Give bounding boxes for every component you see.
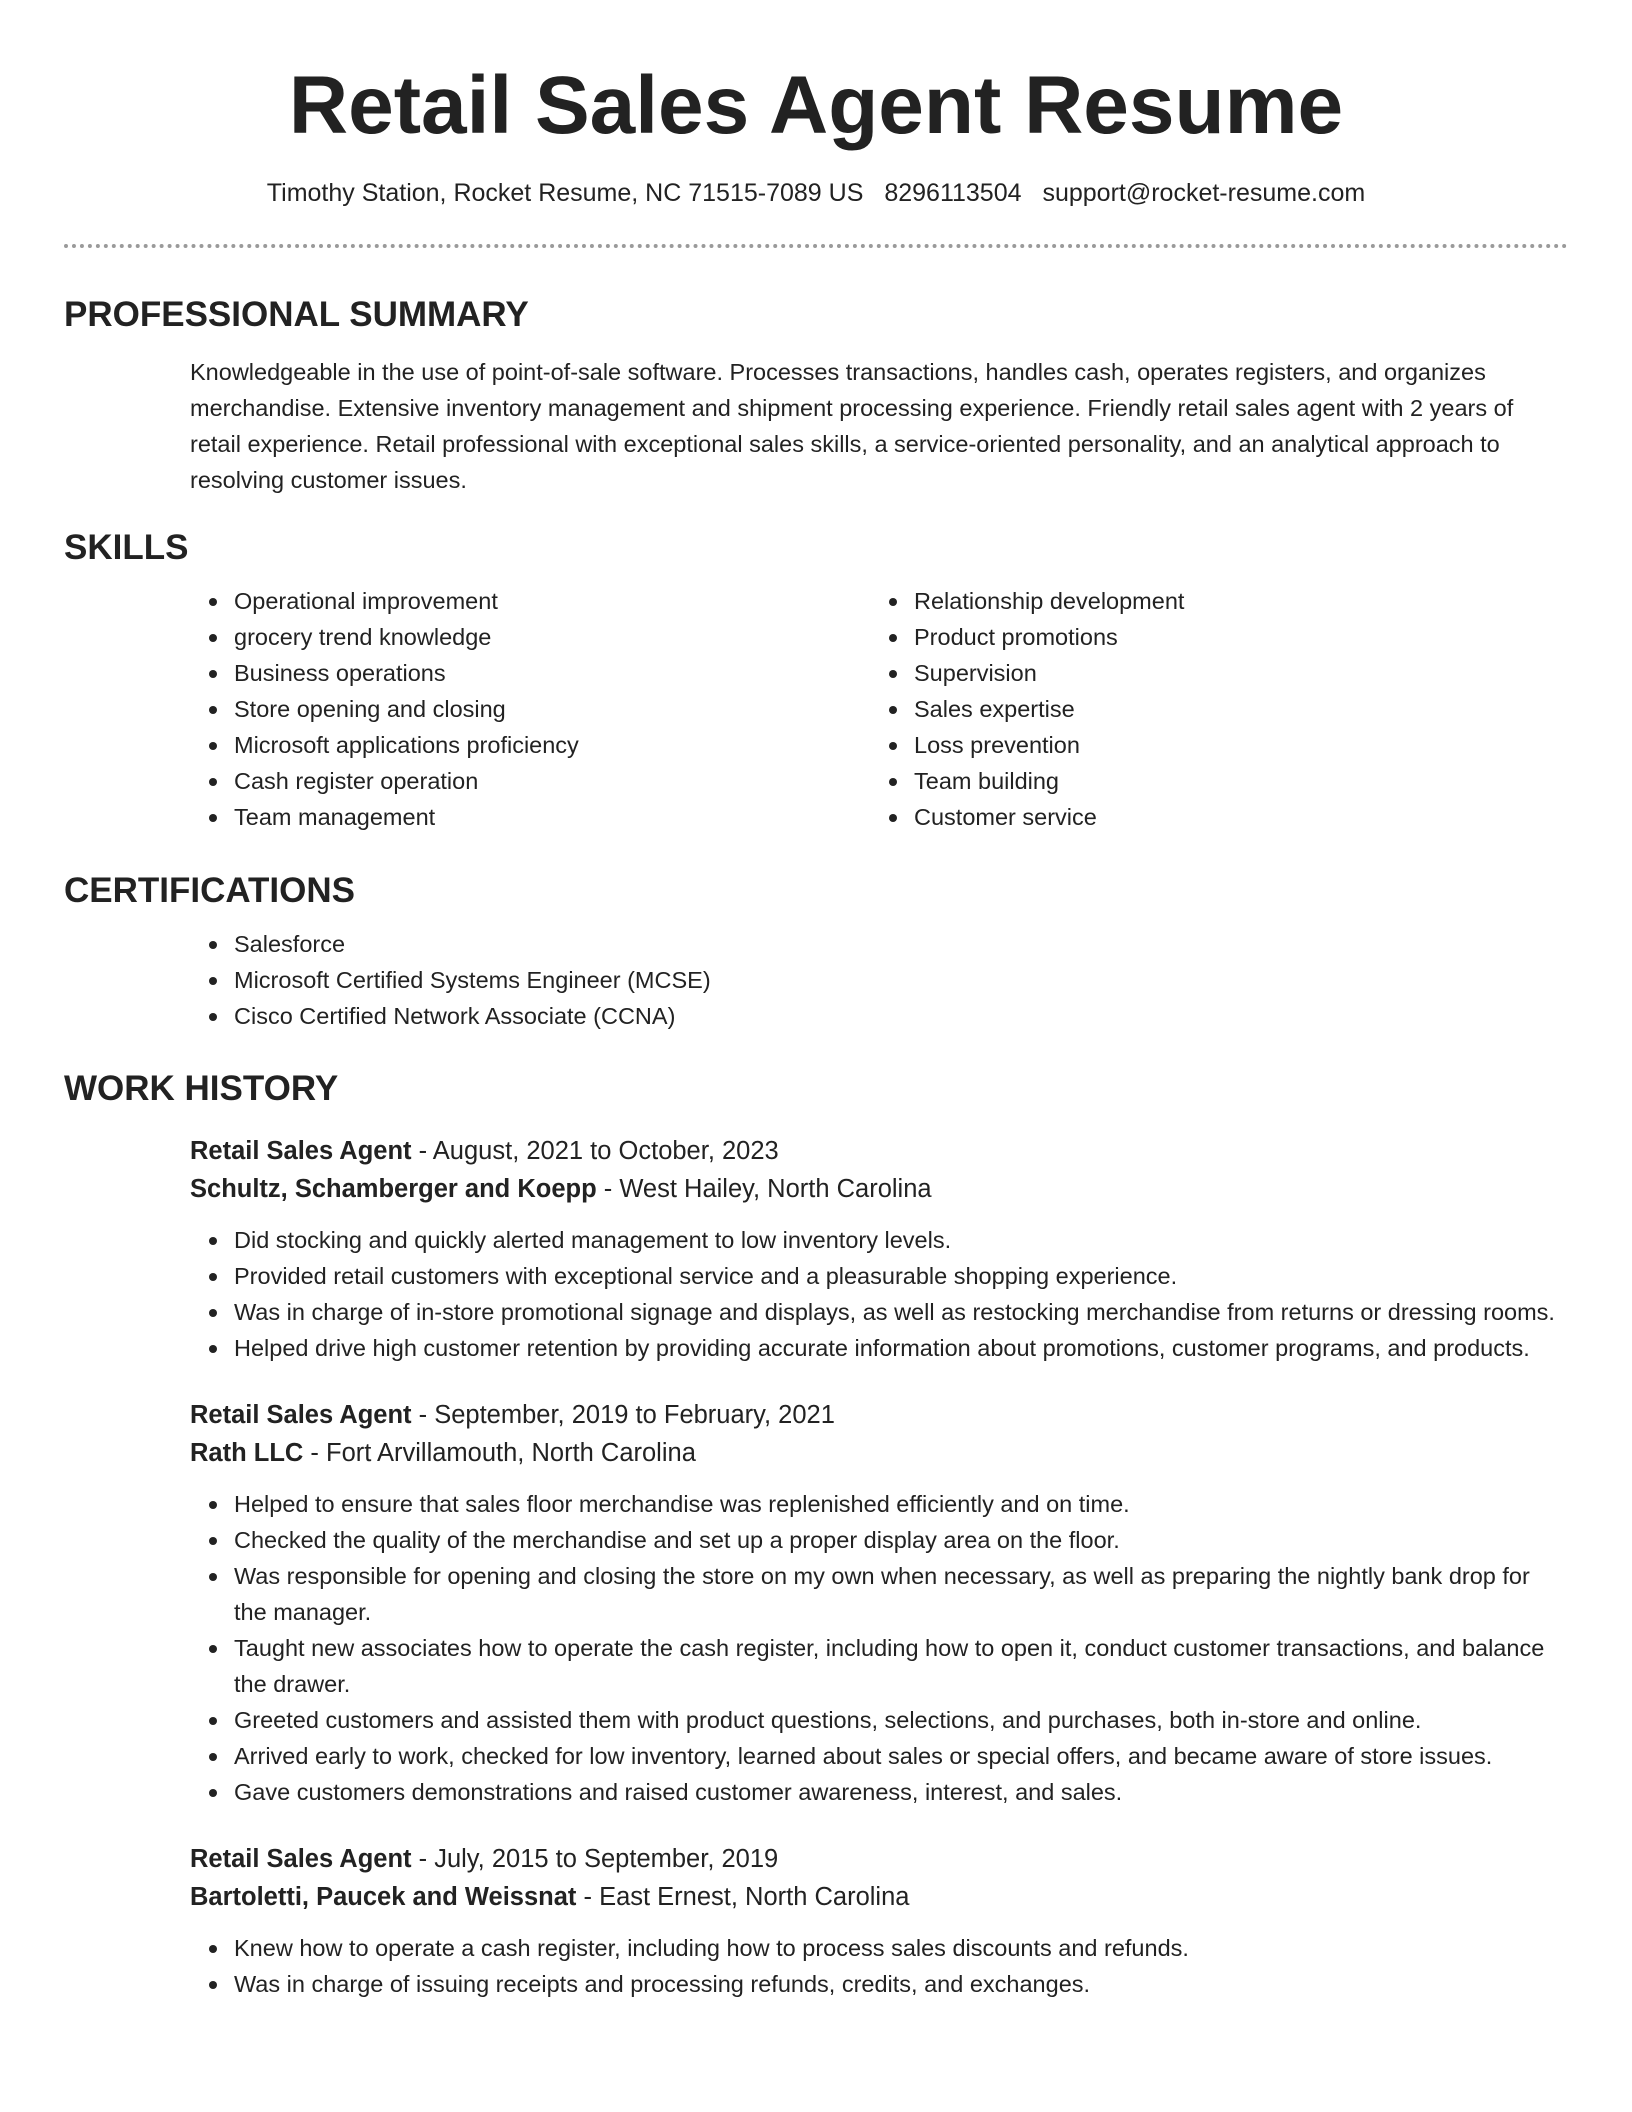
- certifications-heading: CERTIFICATIONS: [64, 871, 356, 910]
- skills-column-right: [870, 583, 1550, 835]
- skill-item: Supervision: [914, 655, 1550, 691]
- resume-page: [64, 0, 1568, 2002]
- job-dates: - August, 2021 to October, 2023: [411, 1137, 779, 1165]
- skill-item: Store opening and closing: [234, 691, 870, 727]
- skill-item: Microsoft applications proficiency: [234, 727, 870, 763]
- job-location: - West Hailey, North Carolina: [596, 1175, 932, 1203]
- job-title: Retail Sales Agent: [190, 1845, 412, 1873]
- contact-address: Timothy Station, Rocket Resume, NC 71515-7089 US: [266, 179, 864, 207]
- job-company: Rath LLC: [190, 1439, 304, 1467]
- skills-heading: SKILLS: [64, 528, 189, 567]
- skill-item: Customer service: [914, 799, 1550, 835]
- job-entry: [190, 1840, 1568, 2002]
- certification-item: Microsoft Certified Systems Engineer (MCSE): [234, 962, 1568, 998]
- summary-heading: PROFESSIONAL SUMMARY: [64, 295, 529, 334]
- job-duty: Taught new associates how to operate the cash register, including how to open it, conduct customer transactions, and balance the drawer.: [234, 1630, 1568, 1702]
- certifications-list: [190, 926, 1568, 1034]
- job-duty: Arrived early to work, checked for low inventory, learned about sales or special offers, and became aware of store issues.: [234, 1738, 1568, 1774]
- skills-list-left: [190, 583, 870, 835]
- skill-item: Operational improvement: [234, 583, 870, 619]
- skill-item: Relationship development: [914, 583, 1550, 619]
- certification-item: Salesforce: [234, 926, 1568, 962]
- skill-item: grocery trend knowledge: [234, 619, 870, 655]
- contact-line: [64, 176, 1568, 210]
- resume-title: Retail Sales Agent Resume: [288, 60, 1344, 151]
- contact-email: support@rocket-resume.com: [1042, 179, 1366, 207]
- job-duty: Provided retail customers with exceptional service and a pleasurable shopping experience.: [234, 1258, 1568, 1294]
- skill-item: Sales expertise: [914, 691, 1550, 727]
- contact-phone: 8296113504: [884, 179, 1022, 207]
- skills-column-left: [190, 583, 870, 835]
- job-dates: - September, 2019 to February, 2021: [411, 1401, 835, 1429]
- skills-grid: [190, 583, 1568, 835]
- skill-item: Team building: [914, 763, 1550, 799]
- job-duty: Was responsible for opening and closing the store on my own when necessary, as well as preparing the nightly bank drop for the manager.: [234, 1558, 1568, 1630]
- skill-item: Cash register operation: [234, 763, 870, 799]
- job-dates: - July, 2015 to September, 2019: [411, 1845, 779, 1873]
- job-duty: Was in charge of issuing receipts and processing refunds, credits, and exchanges.: [234, 1966, 1568, 2002]
- job-location: - East Ernest, North Carolina: [576, 1883, 910, 1911]
- job-duty: Gave customers demonstrations and raised customer awareness, interest, and sales.: [234, 1774, 1568, 1810]
- job-location: - Fort Arvillamouth, North Carolina: [303, 1439, 696, 1467]
- skill-item: Product promotions: [914, 619, 1550, 655]
- job-duty: Checked the quality of the merchandise and set up a proper display area on the floor.: [234, 1522, 1568, 1558]
- skill-item: Business operations: [234, 655, 870, 691]
- job-entry: [190, 1132, 1568, 1366]
- job-duty: Helped to ensure that sales floor merchandise was replenished efficiently and on time.: [234, 1486, 1568, 1522]
- job-title: Retail Sales Agent: [190, 1401, 412, 1429]
- skills-list-right: [870, 583, 1550, 835]
- job-company-line: [190, 1434, 1568, 1472]
- job-company: Schultz, Schamberger and Koepp: [190, 1175, 597, 1203]
- job-company-line: [190, 1878, 1568, 1916]
- job-company: Bartoletti, Paucek and Weissnat: [190, 1883, 577, 1911]
- job-company-line: [190, 1170, 1568, 1208]
- work-history-heading: WORK HISTORY: [64, 1069, 339, 1108]
- summary-text: Knowledgeable in the use of point-of-sale software. Processes transactions, handles cash, operates registers, and organizes merchandise. Extensive inventory management and shipment processing experience. Friendly retail sales agent with 2 years of retail experience. Retail professional with exceptional sales skills, a service-oriented personality, and an analytical approach to resolving customer issues.: [190, 359, 1514, 493]
- skill-item: Team management: [234, 799, 870, 835]
- job-duty: Greeted customers and assisted them with product questions, selections, and purchases, both in-store and online.: [234, 1702, 1568, 1738]
- job-title-line: [190, 1840, 1568, 1878]
- job-duty: Did stocking and quickly alerted management to low inventory levels.: [234, 1222, 1568, 1258]
- job-entry: [190, 1396, 1568, 1810]
- header-divider: [64, 244, 1568, 248]
- certifications-body: [190, 926, 1568, 1034]
- job-title: Retail Sales Agent: [190, 1137, 412, 1165]
- certification-item: Cisco Certified Network Associate (CCNA): [234, 998, 1568, 1034]
- job-title-line: [190, 1132, 1568, 1170]
- job-duties-list: [190, 1930, 1568, 2002]
- job-duty: Helped drive high customer retention by providing accurate information about promotions, customer programs, and products.: [234, 1330, 1568, 1366]
- job-duty: Was in charge of in-store promotional signage and displays, as well as restocking merchandise from returns or dressing rooms.: [234, 1294, 1568, 1330]
- job-duties-list: [190, 1486, 1568, 1810]
- skill-item: Loss prevention: [914, 727, 1550, 763]
- job-duty: Knew how to operate a cash register, including how to process sales discounts and refunds.: [234, 1930, 1568, 1966]
- job-duties-list: [190, 1222, 1568, 1366]
- job-title-line: [190, 1396, 1568, 1434]
